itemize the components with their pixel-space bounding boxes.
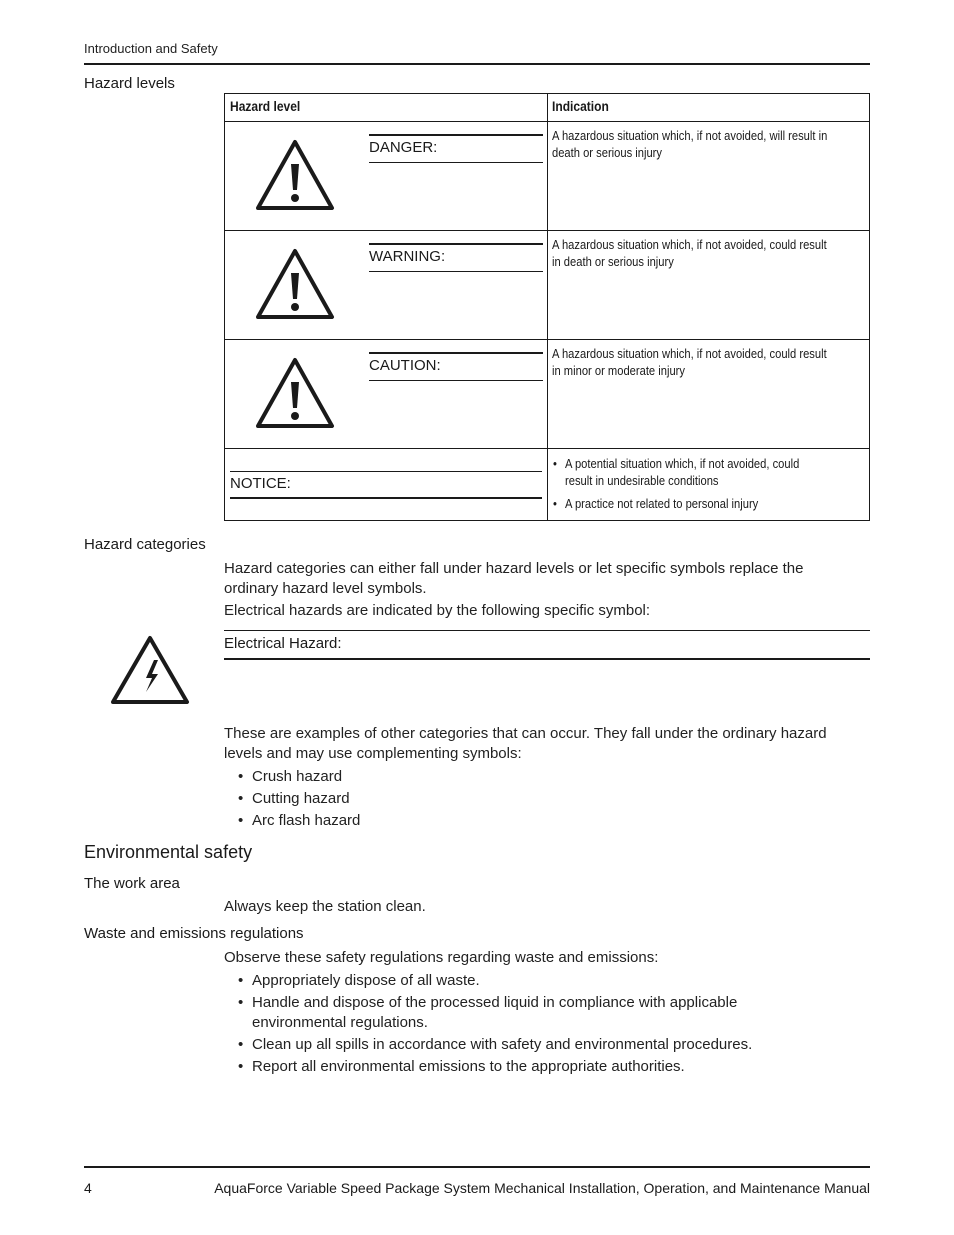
list-item: • Arc flash hazard xyxy=(238,811,360,831)
document-title: AquaForce Variable Speed Package System Mechanical Installation, Operation, and Maintenance Manual xyxy=(214,1180,870,1196)
waste-regulations-intro: Observe these safety regulations regarding waste and emissions: xyxy=(224,949,659,966)
electrical-hazard-rule-bottom xyxy=(224,658,870,660)
list-item: • Cutting hazard xyxy=(238,789,360,809)
indication-danger: A hazardous situation which, if not avoided, will result in death or serious injury xyxy=(552,128,828,160)
indication-caution: A hazardous situation which, if not avoided, could result in minor or moderate injury xyxy=(552,346,827,378)
table-row-divider xyxy=(225,339,869,340)
table-row-divider xyxy=(225,230,869,231)
electrical-hazard-rule-top xyxy=(224,630,870,631)
running-header: Introduction and Safety xyxy=(84,41,218,56)
indication-warning: A hazardous situation which, if not avoided, could result in death or serious injury xyxy=(552,237,827,269)
list-item: • Appropriately dispose of all waste. xyxy=(238,971,752,991)
work-area-text: Always keep the station clean. xyxy=(224,898,426,915)
environmental-safety-heading: Environmental safety xyxy=(84,842,253,862)
hazard-level-label-notice: NOTICE: xyxy=(230,471,542,499)
warning-triangle-icon xyxy=(255,138,335,212)
notice-bullet: • A potential situation which, if not avoided, could result in undesirable conditions xyxy=(552,456,800,488)
column-header-hazard-level: Hazard level xyxy=(230,98,301,114)
categories-examples-intro: These are examples of other categories that can occur. They fall under the ordinary hazard levels and may use complementing symbols: xyxy=(224,725,827,762)
hazard-level-label-warning: WARNING: xyxy=(369,243,543,272)
hazard-categories-intro: Hazard categories can either fall under hazard levels or let specific symbols replace the ordinary hazard level symbols. xyxy=(224,560,804,597)
table-row-divider xyxy=(225,448,869,449)
warning-triangle-icon xyxy=(255,247,335,321)
notice-bullet: • A practice not related to personal injury xyxy=(552,496,759,511)
list-item: • Handle and dispose of the processed liquid in compliance with applicable environmental regulations. xyxy=(238,993,752,1033)
footer-rule xyxy=(84,1166,870,1168)
page-number: 4 xyxy=(84,1180,92,1196)
waste-regulations-list xyxy=(238,971,752,1079)
electrical-hazard-icon xyxy=(110,634,190,706)
hazard-levels-table xyxy=(224,93,870,521)
table-column-divider xyxy=(547,94,548,520)
waste-regulations-heading: Waste and emissions regulations xyxy=(84,925,304,942)
work-area-heading: The work area xyxy=(84,875,180,892)
header-rule xyxy=(84,63,870,65)
hazard-categories-heading: Hazard categories xyxy=(84,536,206,553)
table-row-divider xyxy=(225,121,869,122)
hazard-level-label-caution: CAUTION: xyxy=(369,352,543,381)
hazard-examples-list xyxy=(238,767,360,833)
list-item: • Report all environmental emissions to the appropriate authorities. xyxy=(238,1057,752,1077)
electrical-hazard-intro: Electrical hazards are indicated by the following specific symbol: xyxy=(224,602,651,619)
column-header-indication: Indication xyxy=(552,98,609,114)
list-item: • Clean up all spills in accordance with safety and environmental procedures. xyxy=(238,1035,752,1055)
list-item: • Crush hazard xyxy=(238,767,360,787)
hazard-levels-heading: Hazard levels xyxy=(84,75,175,92)
electrical-hazard-label: Electrical Hazard: xyxy=(224,635,342,652)
hazard-level-label-danger: DANGER: xyxy=(369,134,543,163)
warning-triangle-icon xyxy=(255,356,335,430)
